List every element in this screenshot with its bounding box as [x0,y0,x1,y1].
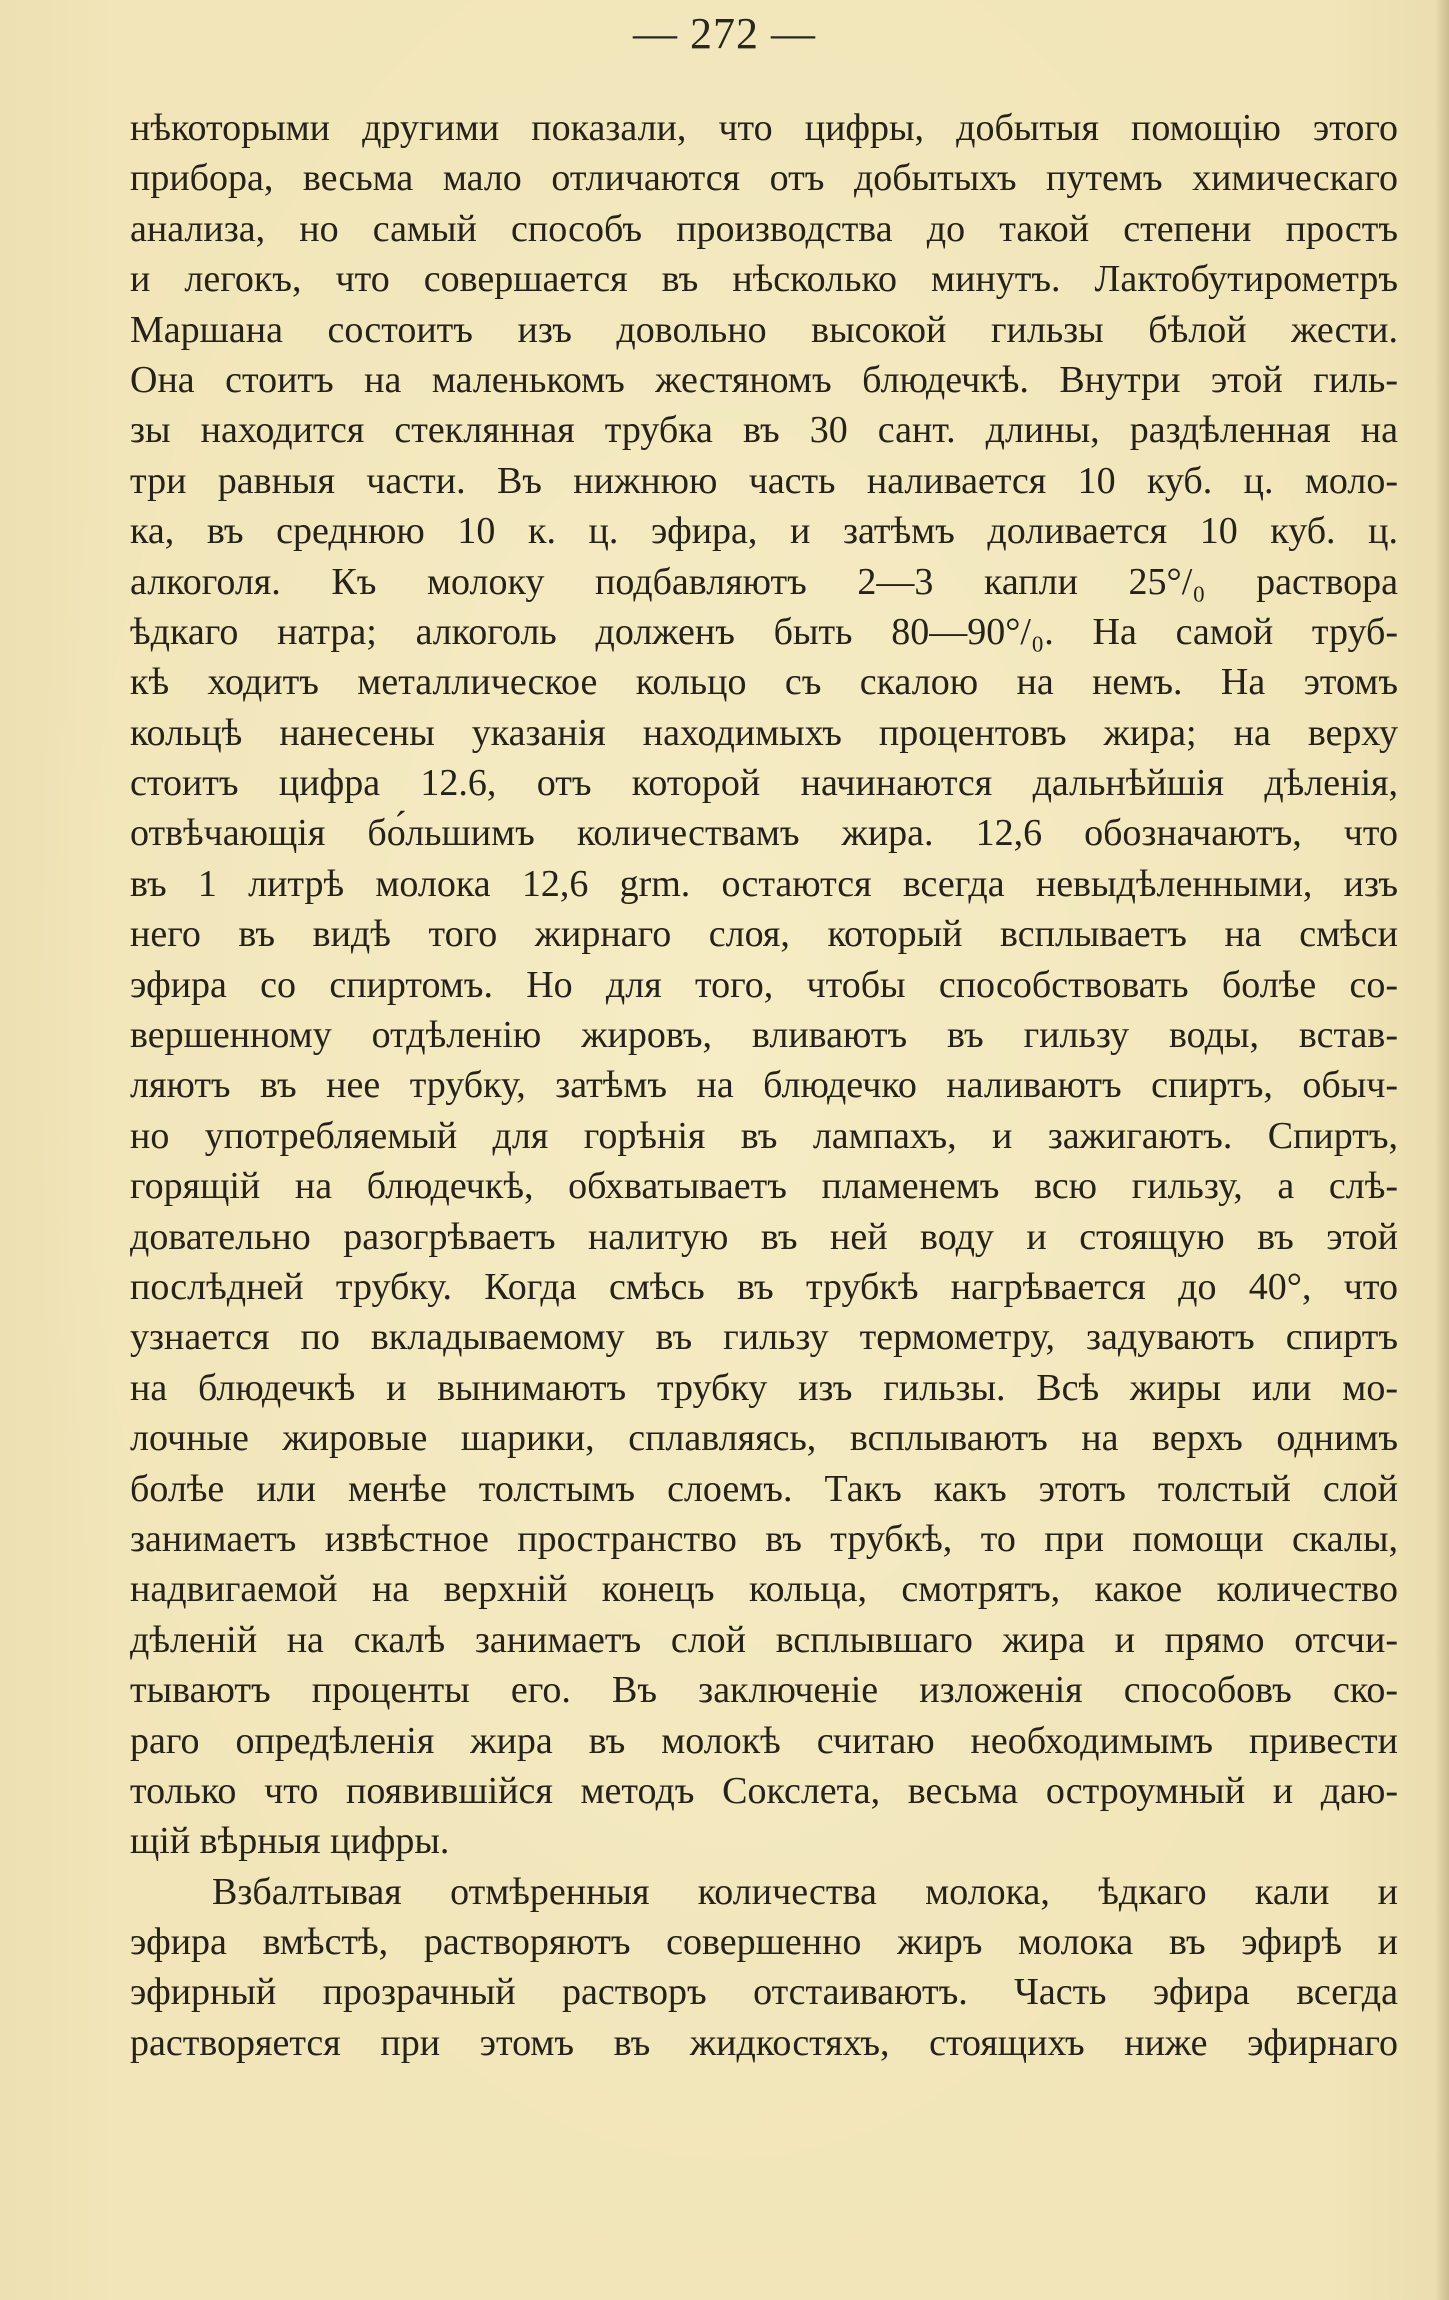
text-line: и легокъ, что совершается въ нѣсколько минутъ. Лактобутирометръ [130,258,1398,301]
text-line: довательно разогрѣваетъ налитую въ ней воду и стоящую въ этой [130,1215,1398,1258]
paragraph-start-line: Взбалтывая отмѣренныя количества молока, ѣдкаго кали и [212,1870,1398,1913]
text-line: кольцѣ нанесены указанія находимыхъ процентовъ жира; на верху [130,711,1398,754]
text-line: растворяется при этомъ въ жидкостяхъ, стоящихъ ниже эфирнаго [130,2021,1398,2064]
body-text [130,103,1398,2068]
text-line: ляютъ въ нее трубку, затѣмъ на блюдечко наливаютъ спиртъ, обыч- [130,1064,1398,1107]
text-line: послѣдней трубку. Когда смѣсь въ трубкѣ нагрѣвается до 40°, что [130,1265,1398,1308]
text-line: лочные жировые шарики, сплавляясь, всплываютъ на верхъ однимъ [130,1417,1398,1460]
text-line: него въ видѣ того жирнаго слоя, который всплываетъ на смѣси [130,913,1398,956]
text-line: болѣе или менѣе толстымъ слоемъ. Такъ какъ этотъ толстый слой [130,1467,1398,1510]
text-line: кѣ ходитъ металлическое кольцо съ скалою на немъ. На этомъ [130,661,1398,704]
page-edge-shadow [1435,0,1449,2300]
text-line: надвигаемой на верхній конецъ кольца, смотрятъ, какое количество [130,1568,1398,1611]
text-line: прибора, весьма мало отличаются отъ добытыхъ путемъ химическаго [130,157,1398,200]
text-line: нѣкоторыми другими показали, что цифры, добытыя помощію этого [130,107,1398,149]
text-line: вершенному отдѣленію жировъ, вливаютъ въ гильзу воды, встав- [130,1014,1398,1057]
text-line: Она стоитъ на маленькомъ жестяномъ блюдечкѣ. Внутри этой гиль- [130,358,1398,401]
text-line: Маршана состоитъ изъ довольно высокой гильзы бѣлой жести. [130,308,1398,351]
text-line: тываютъ проценты его. Въ заключеніе изложенія способовъ ско- [130,1669,1398,1712]
text-line: эфирный прозрачный растворъ отстаиваютъ. Часть эфира всегда [130,1971,1398,2014]
text-line: алкоголя. Къ молоку подбавляютъ 2—3 капли 25°/₀ раствора [130,560,1398,603]
text-line: въ 1 литрѣ молока 12,6 grm. остаются всегда невыдѣленными, изъ [130,862,1398,905]
text-line: отвѣчающія бо́льшимъ количествамъ жира. 12,6 обозначаютъ, что [130,812,1398,855]
text-line: три равныя части. Въ нижнюю часть наливается 10 куб. ц. моло- [130,459,1398,502]
page-number: — 272 — [633,9,816,58]
text-line: ѣдкаго натра; алкоголь долженъ быть 80—90°/₀. На самой труб- [130,610,1398,653]
text-line: ка, въ среднюю 10 к. ц. эфира, и затѣмъ доливается 10 куб. ц. [130,510,1398,553]
text-line: но употребляемый для горѣнія въ лампахъ, и зажигаютъ. Спиртъ, [130,1114,1398,1157]
text-line: занимаетъ извѣстное пространство въ трубкѣ, то при помощи скалы, [130,1517,1398,1560]
text-line: узнается по вкладываемому въ гильзу термометру, задуваютъ спиртъ [130,1316,1398,1359]
text-line: дѣленій на скалѣ занимаетъ слой всплывшаго жира и прямо отсчи- [130,1618,1398,1661]
text-line: эфира со спиртомъ. Но для того, чтобы способствовать болѣе со- [130,963,1398,1006]
text-line: горящій на блюдечкѣ, обхватываетъ пламенемъ всю гильзу, а слѣ- [130,1165,1398,1208]
text-line: только что появившійся методъ Сокслета, весьма остроумный и даю- [130,1769,1398,1812]
text-line: эфира вмѣстѣ, растворяютъ совершенно жиръ молока въ эфирѣ и [130,1921,1398,1964]
text-line: стоитъ цифра 12.6, отъ которой начинаются дальнѣйшія дѣленія, [130,762,1398,805]
text-line: на блюдечкѣ и вынимаютъ трубку изъ гильзы. Всѣ жиры или мо- [130,1366,1398,1409]
text-line: зы находится стеклянная трубка въ 30 сант. длины, раздѣленная на [130,409,1398,452]
text-line: раго опредѣленія жира въ молокѣ считаю необходимымъ привести [130,1719,1398,1762]
paragraph-end-line: щій вѣрныя цифры. [130,1820,450,1863]
text-line: анализа, но самый способъ производства до такой степени простъ [130,207,1398,250]
